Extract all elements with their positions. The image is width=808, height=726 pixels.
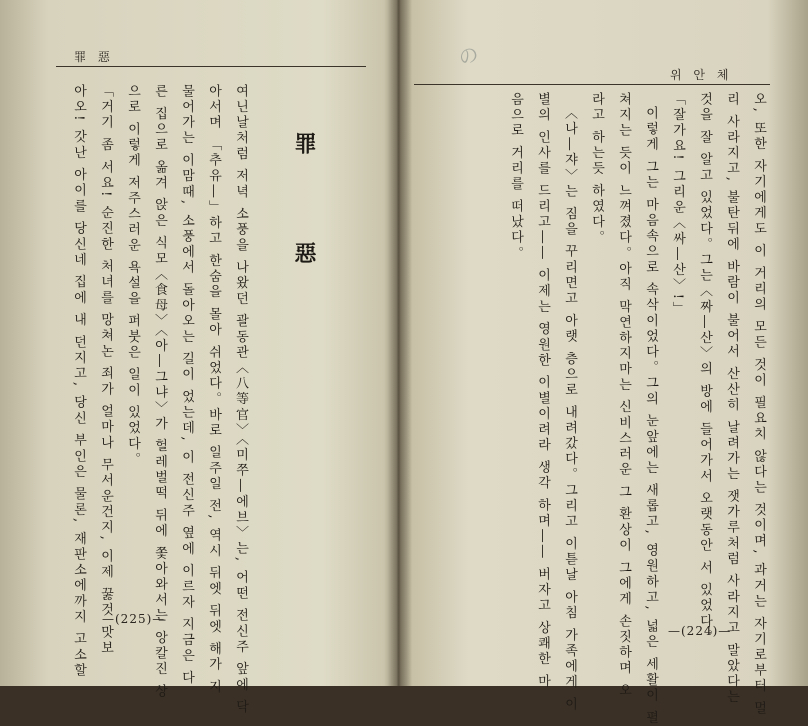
right-page — [398, 0, 808, 726]
text-line: 오, 또한 자기에게도 이 거리의 모든 것이 필요치 않다는 것이며, 과거는 자기로부터 멀 — [751, 92, 766, 717]
left-page — [0, 0, 398, 716]
text-line: 아오! 갓난 아이를 당신네 집에 내 던지고, 당신 부인은 물론, 재판소에까지 고소할 — [71, 84, 86, 679]
text-line: 물어가는 이맘때, 소풍에서 돌아오는 길이 었는데, 이 전신주 옆에 이르자 지금은 다 — [179, 84, 194, 687]
text-line: 으로 이렇게 저주스러운 욕설을 퍼붓은 일이 있었다。 — [125, 84, 140, 468]
text-line: 「잘가요! 그리운〈싸―산〉!」 — [670, 92, 685, 318]
text-line: 것을 잘 알고 있었다。그는〈짜―산〉의 방에 들어가서 오랫동안 서 있었다。 — [697, 92, 712, 646]
left-header-rule — [56, 66, 366, 67]
text-line: 이렇게 그는 마음속으로 속삭이었다。그의 눈앞에는 새롭고, 영원하고, 넓은 세활이 펼 — [643, 106, 658, 726]
right-running-head: 위 안 체 — [670, 68, 733, 82]
text-line: 〈나―쟈〉는 짐을 꾸리면고 아랫 층으로 내려갔다。그리고 이튿날 아침 가족에게 이 — [562, 106, 577, 713]
text-line: 라고 하는듯 하였다。 — [589, 92, 604, 246]
right-header-rule — [414, 84, 770, 85]
right-page-number: —(224)— — [668, 624, 732, 638]
text-line: 른 집으로 옮겨 앉은 식모〈食母〉〈아―그냐〉가 헐레벌떡 뒤에 쫓아와서는 앙칼진 상 — [152, 84, 167, 700]
text-line: 리 사라지고, 불탄뒤에 바람이 불어서 산산히 날려가는 잿가루처럼 사라지고 말았다는 — [724, 92, 739, 706]
text-line: 「거기 좀 서요! 순진한 처녀를 망쳐논 죄가 얼마나 무서운건지, 이제 꿇것 맛보 — [98, 84, 113, 657]
text-line: 음으로 거리를 떠났다。 — [508, 92, 523, 262]
chapter-title: 罪 惡 — [291, 132, 317, 304]
text-line: 쳐지는 듯이 느껴졌다。아직 막연하지마는 신비스러운 그 환상이 그에게 손짓하며 오 — [616, 92, 631, 699]
text-line: 여닌날처럼 저녁 소풍을 나왔던 괄동관〈八等官〉〈미쭈―에브〉는, 어떤 전신주 앞에 닥 — [233, 84, 248, 716]
pencil-mark: の — [455, 41, 483, 71]
text-line: 별의 인사를 드리고―― 이제는 영원한 이별이려라 생각 하며―― 버자고 상쾌한 마 — [535, 92, 550, 690]
text-line: 아서며 「추유―」하고 한숨을 몰아 쉬었다。바로 일주일 전, 역시 뒤엣 뒤엣 해가 지 — [206, 84, 221, 696]
left-page-number: —(225)— — [102, 612, 166, 626]
left-running-head: 罪 惡 — [74, 50, 114, 64]
